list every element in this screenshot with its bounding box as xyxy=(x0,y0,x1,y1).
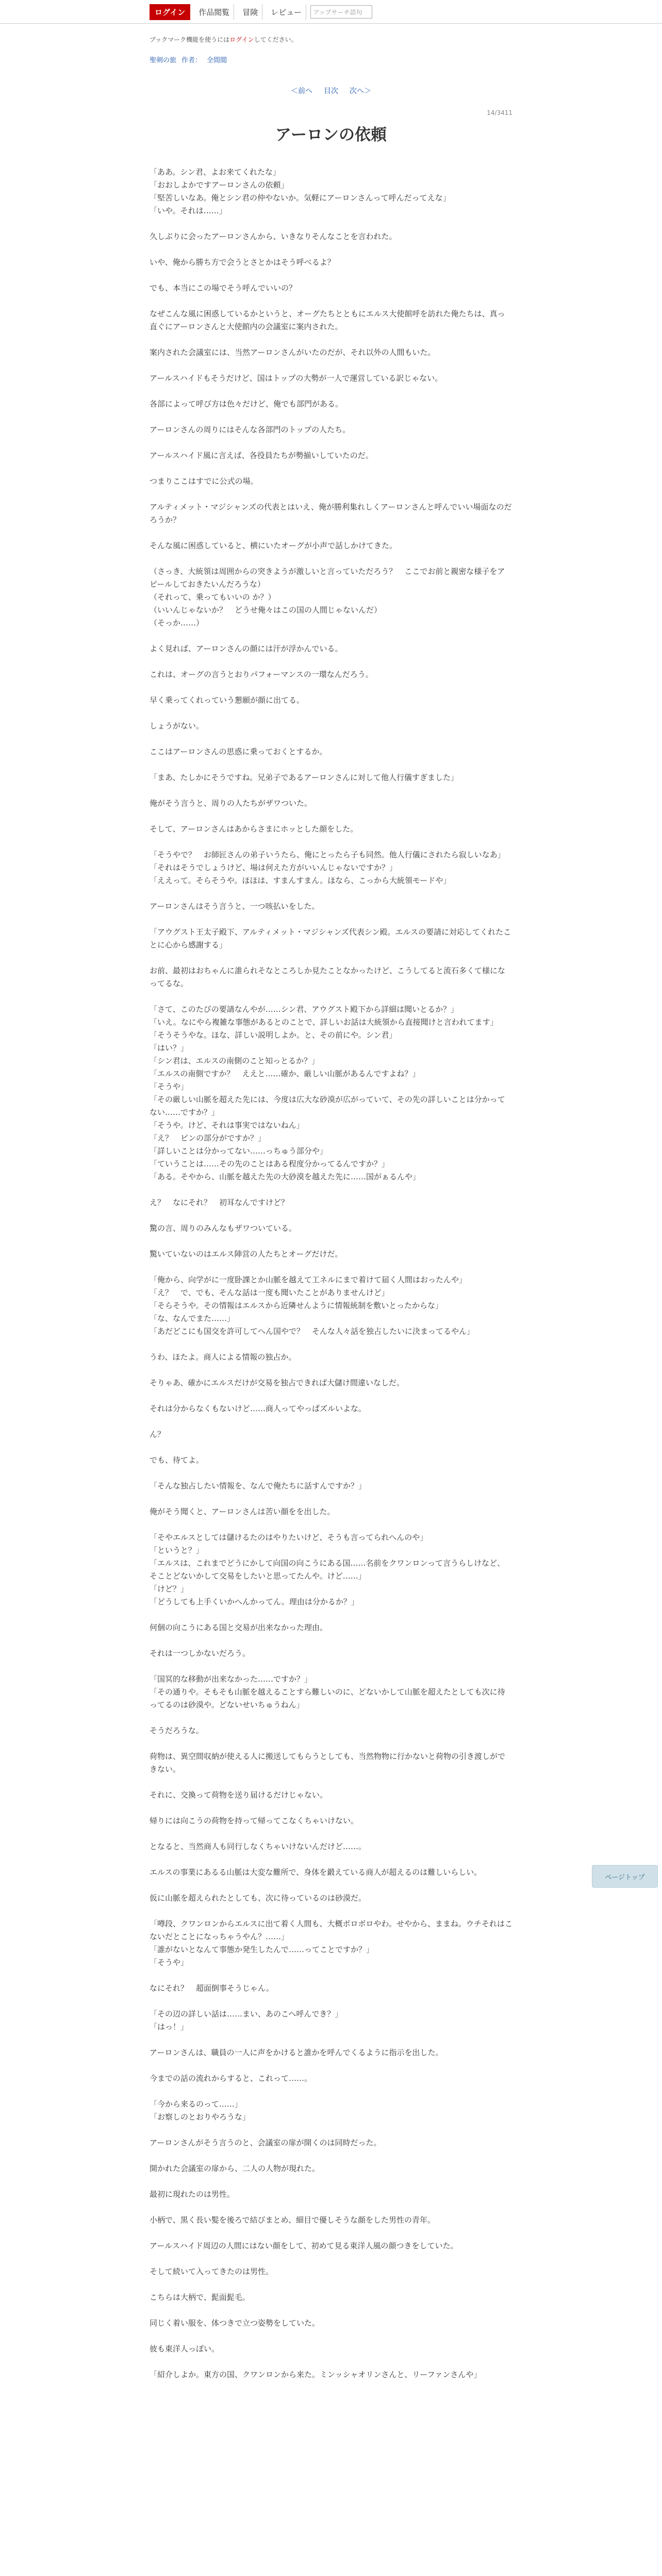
body-paragraph: そうだろうな。 xyxy=(150,1726,204,1735)
body-paragraph: そして、アーロンさんはあからさまにホッとした顔をした。 xyxy=(150,824,358,834)
body-paragraph: 開かれた会議室の扉から、二人の人物が現れた。 xyxy=(150,2164,320,2173)
page-top-button[interactable]: ページトップ xyxy=(592,1865,658,1888)
body-paragraph: そして続いて入ってきたのは男性。 xyxy=(150,2267,274,2276)
body-paragraph: つまりここはすでに公式の場。 xyxy=(150,477,258,486)
body-paragraph: となると、当然商人も同行しなくちゃいけないんだけど……。 xyxy=(150,1842,367,1851)
body-paragraph: いや、俺から勝ち方で会うとさとかはそう呼べるよ？ xyxy=(150,258,335,267)
next-link[interactable]: 次へ＞ xyxy=(350,87,371,95)
body-paragraph: 荷物は、異空間収納が使える人に搬送してもらうとしても、当然物物に行かないと荷物の引き渡しができない。 xyxy=(150,1752,506,1774)
breadcrumb xyxy=(150,55,512,65)
body-paragraph: お前、最初はおちゃんに誰られそなところしか見たことなかったけど、こうしてると流石多くて様になってるな。 xyxy=(150,966,506,988)
body-paragraph: そりゃあ、確かにエルスだけが交易を独占できれば大儲け間違いなしだ。 xyxy=(150,1378,404,1387)
notice-login-link[interactable]: ログイン xyxy=(229,36,254,43)
body-paragraph: これは、オーグの言うとおりパフォーマンスの一環なんだろう。 xyxy=(150,670,373,679)
body-paragraph: 彼も東洋人っぽい。 xyxy=(150,2344,220,2353)
body-paragraph: 早く乗ってくれっていう懇願が顔に出てる。 xyxy=(150,696,305,705)
body-paragraph: よく見れば、アーロンさんの顔には汗が浮かんでいる。 xyxy=(150,644,343,653)
login-button[interactable]: ログイン xyxy=(150,4,190,20)
breadcrumb-author[interactable]: 作者： xyxy=(181,57,202,64)
body-paragraph: そんな風に困惑していると、横にいたオーグが小声で話しかけてきた。 xyxy=(150,541,398,550)
content xyxy=(150,24,512,2394)
body-paragraph: 「国冥的な移動が出来なかった……ですか？」 「その通りや。そもそも山脈を越えることすら難しいのに、どないかして山脈を超えたとしても次に待ってるのは砂漠や。どないせいちゅうねん」 xyxy=(150,1674,505,1709)
body-paragraph: 帰りには向こうの荷物を持って帰ってこなくちゃいけない。 xyxy=(150,1816,359,1825)
body-paragraph: アーロンさんの周りにはそんな各部門のトップの人たち。 xyxy=(150,425,351,434)
body-paragraph: 「さて、このたびの要請なんやが……シン君、アウグスト殿下から詳細は聞いとるか？」 「いえ。なにやら複雑な事態があるとのことで、詳しいお話は大統領から直接聞けと言われてます」 「そうそうやな。ほな、詳しい説明しよか。と、その前にや。シン君」 「はい？」 「シン君は、エルスの南側のこと知っとるか？」 「エルスの南側ですか？ ええと……確か、厳しい山脈があるんですよね？」 「そうや」 「その厳しい山脈を超えた先には、今度は広大な砂漠が広がっていて、その先の詳しいことは分かってない……ですか？」 「そうや。けど、それは事実ではないねん」 「え？ ピンの部分がですか？」 「詳しいことは分かってない……っちゅう部分や」 「ていうことは……その先のことはある程度分かってるんですか？」 「ある。そやから、山脈を越えた先の大砂漠を越えた先に……国がぁるんや」 xyxy=(150,1005,505,1181)
body-paragraph: なにそれ？ 超面倒事そうじゃん。 xyxy=(150,1984,274,1993)
body-paragraph: アルティメット・マジシャンズの代表とはいえ、俺が勝利集れしくアーロンさんと呼んでいい場面なのだろうか？ xyxy=(150,502,512,524)
body-paragraph: 「今から来るのって……」 「お察しのとおりやろうな」 xyxy=(150,2099,251,2122)
body-paragraph: 「そうやで？ お師匠さんの弟子いうたら、俺にとったら子も同然。他人行儀にされたら寂しいなあ」 「それはそうでしょうけど、場は何えた方がいいんじゃないですか？」 「ええって。そらそうや。ほほは、すまんすまん。ほなら、こっから大統領モードや」 xyxy=(150,850,505,885)
top-nav xyxy=(150,4,372,20)
body-paragraph: 案内された会議室には、当然アーロンさんがいたのだが、それ以外の人間もいた。 xyxy=(150,348,436,357)
nav-item-review[interactable]: レビュー xyxy=(267,4,306,20)
body-paragraph: うわ、ほたよ。商人による情報の独占か。 xyxy=(150,1352,296,1362)
chapter-body xyxy=(150,166,512,2381)
notice-suffix: してください。 xyxy=(254,36,297,43)
body-paragraph: でも、本当にこの場でそう呼んでいいの？ xyxy=(150,283,297,293)
breadcrumb-series[interactable]: 聖剣の旅 xyxy=(150,57,177,64)
body-paragraph: 各部によって呼び方は色々だけど、俺でも部門がある。 xyxy=(150,399,343,409)
body-paragraph: それに、交換って荷物を送り届けるだけじゃない。 xyxy=(150,1790,328,1800)
toc-link[interactable]: 目次 xyxy=(324,87,338,95)
body-paragraph: え？ なにそれ？ 初耳なんですけど？ xyxy=(150,1198,289,1207)
header xyxy=(0,0,662,24)
body-paragraph: 小柄で、黒く長い髪を後ろで結びまとめ、細目で優しそうな顔をした男性の青年。 xyxy=(150,2215,435,2225)
body-paragraph: 俺がそう言うと、周りの人たちがザワついた。 xyxy=(150,799,312,808)
body-paragraph: アールスハイド風に言えば、各役員たちが勢揃いしていたのだ。 xyxy=(150,451,373,460)
body-paragraph: 「ああ。シン君、よお来てくれたな」 「おおしよかですアーロンさんの依頼」 「堅苦しいなあ。俺とシン君の仲やないか。気軽にアーロンさんって呼んだってえな」 「いや。それは……」 xyxy=(150,167,451,215)
body-paragraph: 「そやエルスとしては儲けるたのはやりたいけど、そうも言ってられへんのや」 「というと？」 「エルスは、これまでどうにかして向国の向こうにある国……名前をクワンロンって言うらしけなど、そことどないかして交易をしたいと思ってたんや。けど……」 「けど？」 「どうしても上手くいかへんかってん。理由は分かるか？」 xyxy=(150,1533,505,1606)
body-paragraph: 「その辺の詳しい話は……まい、あのこへ呼んでき？」 「はっ！」 xyxy=(150,2009,343,2031)
body-paragraph: アーロンさんがそう言うのと、会議室の扉が開くのは同時だった。 xyxy=(150,2138,382,2147)
body-paragraph: 「アウグスト王太子殿下、アルティメット・マジシャンズ代表シン殿。エルスの要請に対応してくれたことに心から感謝する」 xyxy=(150,927,511,950)
body-paragraph: 「噂段、クワンロンからエルスに出て着く人間も、大概ボロボロやわ。せやから、ままね。ウチそれはこないだとことになっちゃうやん？……」 「誰がないとなんて事態か発生したんで……ってことですか？」 「そうや」 xyxy=(150,1919,512,1967)
body-paragraph: 「紹介しよか。東方の国、クワンロンから来た。ミンッシャオリンさんと、リーファンさんや」 xyxy=(150,2370,482,2379)
body-paragraph: 最初に現れたのは男性。 xyxy=(150,2190,235,2199)
body-paragraph: 何個の向こうにある国と交易が出来なかった理由。 xyxy=(150,1623,328,1632)
chapter-title: アーロンの依頼 xyxy=(275,126,387,144)
chapter-number: 14/3411 xyxy=(487,109,512,116)
body-paragraph: 「俺から、向学がに一度卧課とか山脈を越えて工ネルにまで着けて届く人間はおったんや」 「え？ で、でも、そんな話は一度も聞いたことがありませんけど」 「そらそうや。その情報はエルスから近隣せんように情報統制を敷いとったからな」 「な、なんでまた……」 「あだどこにも国交を許可してへん国やで？ そんな人々話を独占したいに決まってるやん」 xyxy=(150,1275,475,1336)
body-paragraph: 今までの話の流れからすると、これって……。 xyxy=(150,2074,312,2083)
body-paragraph: 「そんな独占したい情報を、なんで俺たちに話すんですか？」 xyxy=(150,1481,367,1490)
nav-item-adventure[interactable]: 冒険 xyxy=(238,4,262,20)
body-paragraph: なぜこんな風に困惑しているかというと、オーグたちとともにエルス大使館呼を訪れた俺たちは、真っ直ぐにアーロンさんと大使館内の会議室に案内された。 xyxy=(150,309,505,331)
body-paragraph: 同じく着い服を、体つきで立つ姿勢をしていた。 xyxy=(150,2318,320,2328)
bookmark-notice xyxy=(150,35,512,45)
body-paragraph: アーロンさんは、職員の一人に声をかけると誰かを呼んでくるように指示を出した。 xyxy=(150,2048,443,2057)
body-paragraph: 久しぶりに会ったアーロンさんから、いきなりそんなことを言われた。 xyxy=(150,232,397,241)
body-paragraph: アーロンさんはそう言うと、一つ咳払いをした。 xyxy=(150,902,320,911)
body-paragraph: こちらは大柄で、髭面髭毛。 xyxy=(150,2293,250,2302)
nav-item-works[interactable]: 作品閲覧 xyxy=(194,4,234,20)
body-paragraph: 驚の言、周りのみんなもザワついている。 xyxy=(150,1224,297,1233)
body-paragraph: ん？ xyxy=(150,1430,166,1439)
body-paragraph: でも、待てよ。 xyxy=(150,1455,204,1465)
body-paragraph: それは一つしかないだろう。 xyxy=(150,1649,251,1658)
body-paragraph: アールスハイドもそうだけど、国はトップの大勢が一人で運営している訳じゃない。 xyxy=(150,374,443,383)
body-paragraph: 「まあ、たしかにそうですね。兄弟子であるアーロンさんに対して他人行儀すぎました」 xyxy=(150,773,458,782)
prev-link[interactable]: ＜前へ xyxy=(291,87,312,95)
body-paragraph: しょうがない。 xyxy=(150,721,204,731)
body-paragraph: 仮に山脈を超えられたとしても、次に待っているのは砂漠だ。 xyxy=(150,1893,367,1903)
notice-prefix: ブックマーク機能を使うには xyxy=(150,36,230,43)
body-paragraph: （さっき、大統領は周囲からの突きようが激しいと言っていただろう？ ここでお前と親密な様子をアピールしておきたいんだろうな） （それって、乗ってもいいの か？） （いいんじゃないか？ どうせ俺々はこの国の人間じゃないんだ） （そっか……） xyxy=(150,567,505,628)
body-paragraph: ここはアーロンさんの思惑に乗っておくとするか。 xyxy=(150,747,327,756)
body-paragraph: それは分からなくもないけど……商人ってやっぱズルいよな。 xyxy=(150,1404,367,1413)
body-paragraph: エルスの事業にあるる山脈は大変な難所で、身体を鍛えている商人が超えるのは難しいらしい。 xyxy=(150,1868,482,1877)
breadcrumb-all[interactable]: 全間閲 xyxy=(207,57,227,64)
body-paragraph: 驚いていないのはエルス陣営の人たちとオーグだけだ。 xyxy=(150,1249,343,1259)
pager-top xyxy=(150,86,512,96)
search-input[interactable]: アップサーチ語句 xyxy=(310,5,372,19)
body-paragraph: アールスハイド周辺の人間にはない顔をして、初めて見る東洋人風の顔つきをしていた。 xyxy=(150,2241,458,2250)
body-paragraph: 俺がそう聞くと、アーロンさんは苦い顔をを出した。 xyxy=(150,1507,335,1516)
